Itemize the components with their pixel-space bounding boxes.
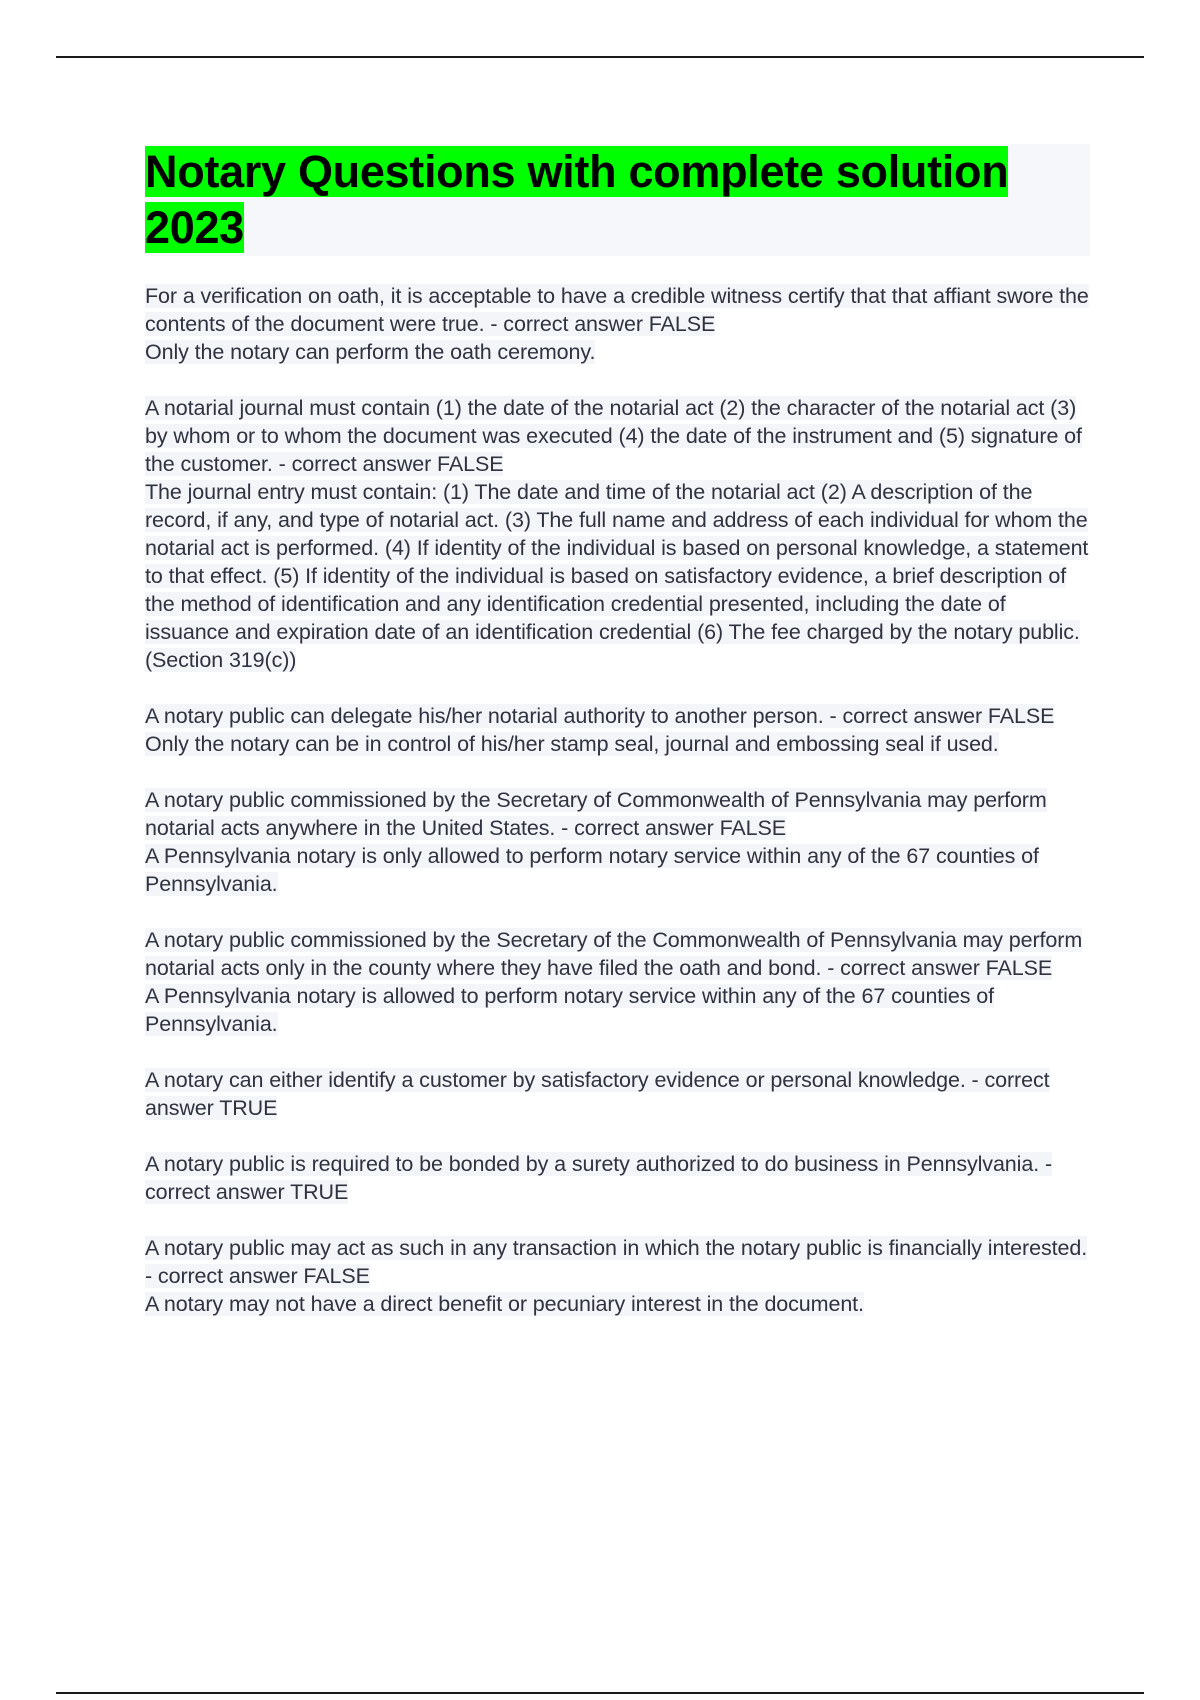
qa-explanation-text: The journal entry must contain: (1) The date and time of the notarial act (2) A description of the record, if any, and type of notarial act. (3) The full name and address of each individual for whom the notarial act is performed. (4) If identity of the individual is based on personal knowledge, a statement to that effect. (5) If identity of the individual is based on satisfactory evidence, a brief description of the method of identification and any identification credential presented, including the date of issuance and expiration date of an identification credential (6) The fee charged by the notary public. (Section 319(c)): [145, 480, 1089, 672]
qa-explanation: [145, 842, 1090, 898]
qa-item: [145, 786, 1090, 898]
qa-explanation: [145, 478, 1090, 674]
qa-explanation-text: A notary may not have a direct benefit or pecuniary interest in the document.: [145, 1292, 864, 1316]
qa-question: [145, 926, 1090, 982]
qa-question-text: A notary can either identify a customer by satisfactory evidence or personal knowledge. - correct answer TRUE: [145, 1068, 1050, 1120]
qa-item: [145, 282, 1090, 366]
qa-question-text: A notary public is required to be bonded by a surety authorized to do business in Pennsylvania. - correct answer TRUE: [145, 1152, 1053, 1204]
qa-question-text: A notary public commissioned by the Secretary of the Commonwealth of Pennsylvania may perform notarial acts only in the county where they have filed the oath and bond. - correct answer FALSE: [145, 928, 1083, 980]
qa-question-text: For a verification on oath, it is acceptable to have a credible witness certify that that affiant swore the contents of the document were true. - correct answer FALSE: [145, 284, 1089, 336]
document-title-text: Notary Questions with complete solution 2023: [145, 146, 1009, 253]
title-block: [145, 144, 1090, 256]
qa-question: [145, 786, 1090, 842]
qa-explanation-text: A Pennsylvania notary is only allowed to perform notary service within any of the 67 counties of Pennsylvania.: [145, 844, 1039, 896]
qa-question: [145, 282, 1090, 338]
qa-item: [145, 1066, 1090, 1122]
qa-item: [145, 1150, 1090, 1206]
qa-explanation: [145, 730, 1090, 758]
document-title: [145, 144, 1090, 256]
qa-item: [145, 702, 1090, 758]
qa-question: [145, 1066, 1090, 1122]
qa-explanation: [145, 982, 1090, 1038]
bottom-rule: [56, 1692, 1144, 1694]
qa-question-text: A notary public commissioned by the Secretary of Commonwealth of Pennsylvania may perform notarial acts anywhere in the United States. - correct answer FALSE: [145, 788, 1047, 840]
qa-question-text: A notary public may act as such in any transaction in which the notary public is financially interested. - correct answer FALSE: [145, 1236, 1088, 1288]
qa-explanation-text: A Pennsylvania notary is allowed to perform notary service within any of the 67 counties of Pennsylvania.: [145, 984, 994, 1036]
qa-explanation: [145, 338, 1090, 366]
document-body: [145, 144, 1090, 1346]
qa-explanation: [145, 1290, 1090, 1318]
qa-question-text: A notary public can delegate his/her notarial authority to another person. - correct answer FALSE: [145, 704, 1055, 728]
qa-question: [145, 394, 1090, 478]
qa-explanation-text: Only the notary can perform the oath ceremony.: [145, 340, 596, 364]
qa-item: [145, 926, 1090, 1038]
qa-item: [145, 1234, 1090, 1318]
top-rule: [56, 56, 1144, 58]
qa-item: [145, 394, 1090, 674]
qa-question: [145, 1234, 1090, 1290]
qa-question: [145, 1150, 1090, 1206]
qa-explanation-text: Only the notary can be in control of his/her stamp seal, journal and embossing seal if used.: [145, 732, 999, 756]
qa-question: [145, 702, 1090, 730]
qa-question-text: A notarial journal must contain (1) the date of the notarial act (2) the character of the notarial act (3) by whom or to whom the document was executed (4) the date of the instrument and (5) signature of the customer. - correct answer FALSE: [145, 396, 1082, 476]
